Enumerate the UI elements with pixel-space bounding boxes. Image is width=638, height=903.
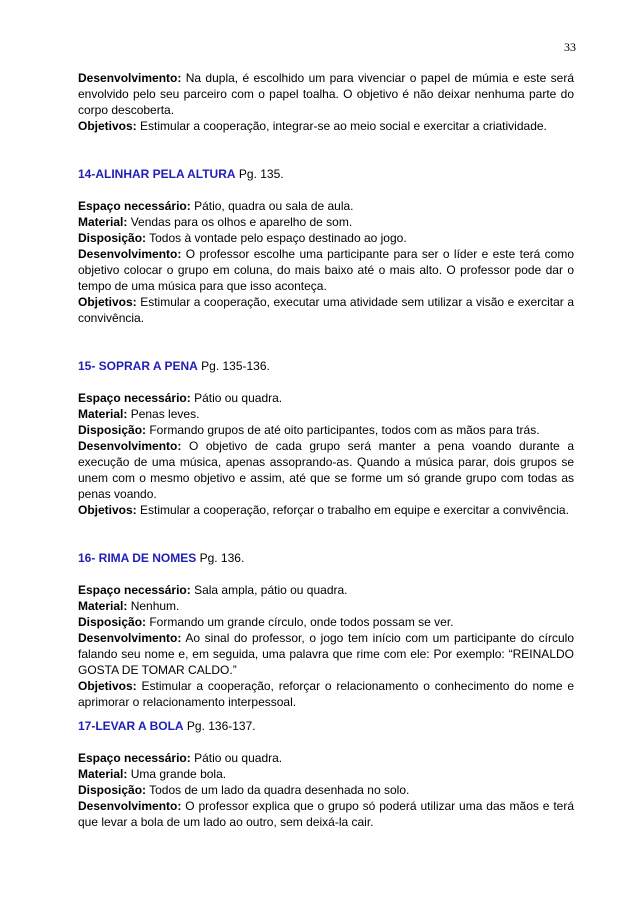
page-number: 33: [564, 40, 576, 54]
field-material: [78, 766, 574, 782]
section-page-ref: Pg. 136.: [196, 551, 245, 565]
field-text: Estimular a cooperação, integrar-se ao meio social e exercitar a criatividade.: [136, 119, 547, 133]
field-text: Nenhum.: [127, 599, 180, 613]
field-label: Material:: [78, 215, 128, 229]
section-page-ref: Pg. 136-137.: [183, 719, 256, 733]
field-text: Uma grande bola.: [127, 767, 227, 781]
field-text: Estimular a cooperação, reforçar o trabalho em equipe e exercitar a convivência.: [136, 503, 569, 517]
intro-desenvolvimento: [78, 70, 574, 118]
field-text: Ao sinal do professor, o jogo tem início com um participante do círculo falando seu nome e, em seguida, uma palavra que rime com ele: Por exemplo: “REINALDO GOSTA DE TOMAR CALDO.”: [78, 631, 574, 677]
field-text: O objetivo de cada grupo será manter a pena voando durante a execução de uma música, apenas assoprando-as. Quando a música parar, dois grupos se unem com o mesmo objetivo e assim, até que se forme um só grande grupo com todas as penas voando.: [78, 439, 574, 501]
field-text: Na dupla, é escolhido um para vivenciar o papel de múmia e este será envolvido pelo seu parceiro com o papel toalha. O objetivo é não deixar nenhuma parte do corpo descoberta.: [78, 71, 574, 117]
field-label: Disposição:: [78, 423, 147, 437]
section-heading: 16- RIMA DE NOMES: [78, 551, 197, 565]
section-heading: 17-LEVAR A BOLA: [78, 719, 184, 733]
field-desenvolvimento: [78, 438, 574, 502]
field-label: Espaço necessário:: [78, 583, 191, 597]
section-heading: 14-ALINHAR PELA ALTURA: [78, 167, 236, 181]
field-espaco: [78, 390, 574, 406]
field-label: Desenvolvimento:: [78, 439, 182, 453]
field-objetivos: [78, 294, 574, 326]
field-label: Desenvolvimento:: [78, 71, 182, 85]
field-objetivos: [78, 678, 574, 710]
field-text: O professor escolhe uma participante para ser o líder e este terá como objetivo colocar o grupo em coluna, do mais baixo até o mais alto. O professor pode dar o tempo de uma música para que isso aconteça.: [78, 247, 574, 293]
field-text: Todos de um lado da quadra desenhada no solo.: [146, 783, 410, 797]
field-label: Objetivos:: [78, 295, 137, 309]
field-label: Disposição:: [78, 231, 147, 245]
field-espaco: [78, 198, 574, 214]
section-page-ref: Pg. 135-136.: [197, 359, 270, 373]
field-label: Espaço necessário:: [78, 199, 191, 213]
field-label: Disposição:: [78, 783, 147, 797]
field-text: Formando um grande círculo, onde todos possam se ver.: [146, 615, 454, 629]
field-text: Estimular a cooperação, executar uma atividade sem utilizar a visão e exercitar a convivência.: [78, 295, 574, 325]
field-material: [78, 598, 574, 614]
field-disposicao: [78, 230, 574, 246]
field-disposicao: [78, 782, 574, 798]
field-label: Material:: [78, 407, 128, 421]
section-title: [78, 358, 574, 374]
field-espaco: [78, 582, 574, 598]
field-label: Material:: [78, 599, 128, 613]
section-title: [78, 718, 574, 734]
field-label: Espaço necessário:: [78, 751, 191, 765]
field-disposicao: [78, 422, 574, 438]
field-label: Desenvolvimento:: [78, 247, 182, 261]
field-text: Formando grupos de até oito participantes, todos com as mãos para trás.: [146, 423, 540, 437]
field-text: O professor explica que o grupo só poderá utilizar uma das mãos e terá que levar a bola de um lado ao outro, sem deixá-la cair.: [78, 799, 574, 829]
field-disposicao: [78, 614, 574, 630]
field-desenvolvimento: [78, 630, 574, 678]
field-label: Desenvolvimento:: [78, 631, 182, 645]
section-title: [78, 166, 574, 182]
field-text: Pátio ou quadra.: [190, 751, 283, 765]
field-material: [78, 406, 574, 422]
field-text: Todos à vontade pelo espaço destinado ao jogo.: [146, 231, 407, 245]
field-text: Penas leves.: [127, 407, 200, 421]
field-text: Vendas para os olhos e aparelho de som.: [127, 215, 353, 229]
field-label: Espaço necessário:: [78, 391, 191, 405]
section-heading: 15- SOPRAR A PENA: [78, 359, 198, 373]
field-text: Sala ampla, pátio ou quadra.: [190, 583, 348, 597]
field-text: Pátio ou quadra.: [190, 391, 283, 405]
page-content: [78, 70, 574, 830]
section-title: [78, 550, 574, 566]
field-label: Objetivos:: [78, 679, 137, 693]
field-label: Desenvolvimento:: [78, 799, 182, 813]
field-desenvolvimento: [78, 798, 574, 830]
section-page-ref: Pg. 135.: [235, 167, 284, 181]
field-label: Objetivos:: [78, 119, 137, 133]
field-objetivos: [78, 502, 574, 518]
field-label: Material:: [78, 767, 128, 781]
field-material: [78, 214, 574, 230]
field-espaco: [78, 750, 574, 766]
field-text: Pátio, quadra ou sala de aula.: [190, 199, 354, 213]
field-desenvolvimento: [78, 246, 574, 294]
field-label: Disposição:: [78, 615, 147, 629]
field-text: Estimular a cooperação, reforçar o relacionamento o conhecimento do nome e aprimorar o relacionamento interpessoal.: [78, 679, 574, 709]
field-label: Objetivos:: [78, 503, 137, 517]
intro-objetivos: [78, 118, 574, 134]
